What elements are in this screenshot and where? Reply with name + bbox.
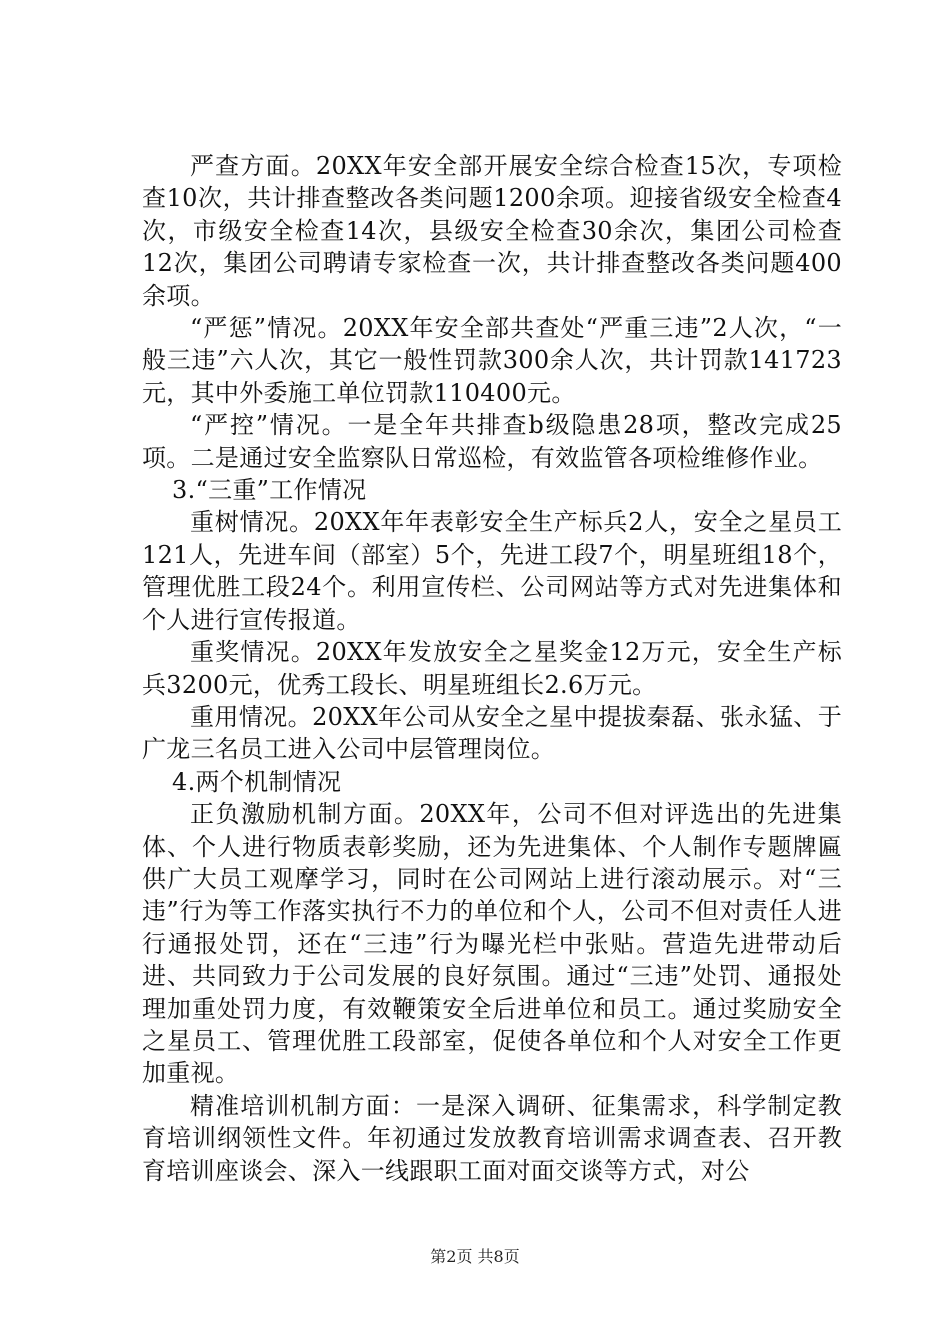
paragraph-strict-inspection: 严查方面。20XX年安全部开展安全综合检查15次，专项检查10次，共计排查整改各类问题1200余项。迎接省级安全检查4次，市级安全检查14次，县级安全检查30余次，集团公司检查12次，集团公司聘请专家检查一次，共计排查整改各类问题400余项。 (142, 152, 842, 310)
section-heading-two-mechanisms: 4.两个机制情况 (172, 767, 342, 796)
paragraph-training-mechanism: 精准培训机制方面：一是深入调研、征集需求，科学制定教育培训纲领性文件。年初通过发放教育培训需求调查表、召开教育培训座谈会、深入一线跟职工面对面交谈等方式，对公 (142, 1091, 842, 1185)
page-footer: 第2页 共8页 (430, 1247, 520, 1266)
document-body (142, 150, 842, 1187)
paragraph-strict-punishment: “严惩”情况。20XX年安全部共查处“严重三违”2人次，“一般三违”六人次，其它一般性罚款300余人次，共计罚款141723元，其中外委施工单位罚款110400元。 (142, 314, 842, 407)
paragraph-incentive-mechanism: 正负激励机制方面。20XX年，公司不但对评选出的先进集体、个人进行物质表彰奖励，还为先进集体、个人制作专题牌匾供广大员工观摩学习，同时在公司网站上进行滚动展示。对“三违”行为等工作落实执行不力的单位和个人，公司不但对责任人进行通报处罚，还在“三违”行为曝光栏中张贴。营造先进带动后进、共同致力于公司发展的良好氛围。通过“三违”处罚、通报处理加重处罚力度，有效鞭策安全后进单位和员工。通过奖励安全之星员工、管理优胜工段部室，促使各单位和个人对安全工作更加重视。 (142, 800, 842, 1088)
paragraph-rewards: 重奖情况。20XX年发放安全之星奖金12万元，安全生产标兵3200元，优秀工段长、明星班组长2.6万元。 (142, 638, 842, 699)
section-heading-three-emphases: 3.“三重”工作情况 (172, 476, 367, 505)
paragraph-recognition: 重树情况。20XX年年表彰安全生产标兵2人，安全之星员工121人，先进车间（部室）5个，先进工段7个，明星班组18个，管理优胜工段24个。利用宣传栏、公司网站等方式对先进集体和个人进行宣传报道。 (142, 508, 842, 634)
paragraph-strict-control: “严控”情况。一是全年共排查b级隐患28项，整改完成25项。二是通过安全监察队日常巡检，有效监管各项检维修作业。 (142, 411, 842, 472)
paragraph-promotion: 重用情况。20XX年公司从安全之星中提拔秦磊、张永猛、于广龙三名员工进入公司中层管理岗位。 (142, 702, 842, 764)
